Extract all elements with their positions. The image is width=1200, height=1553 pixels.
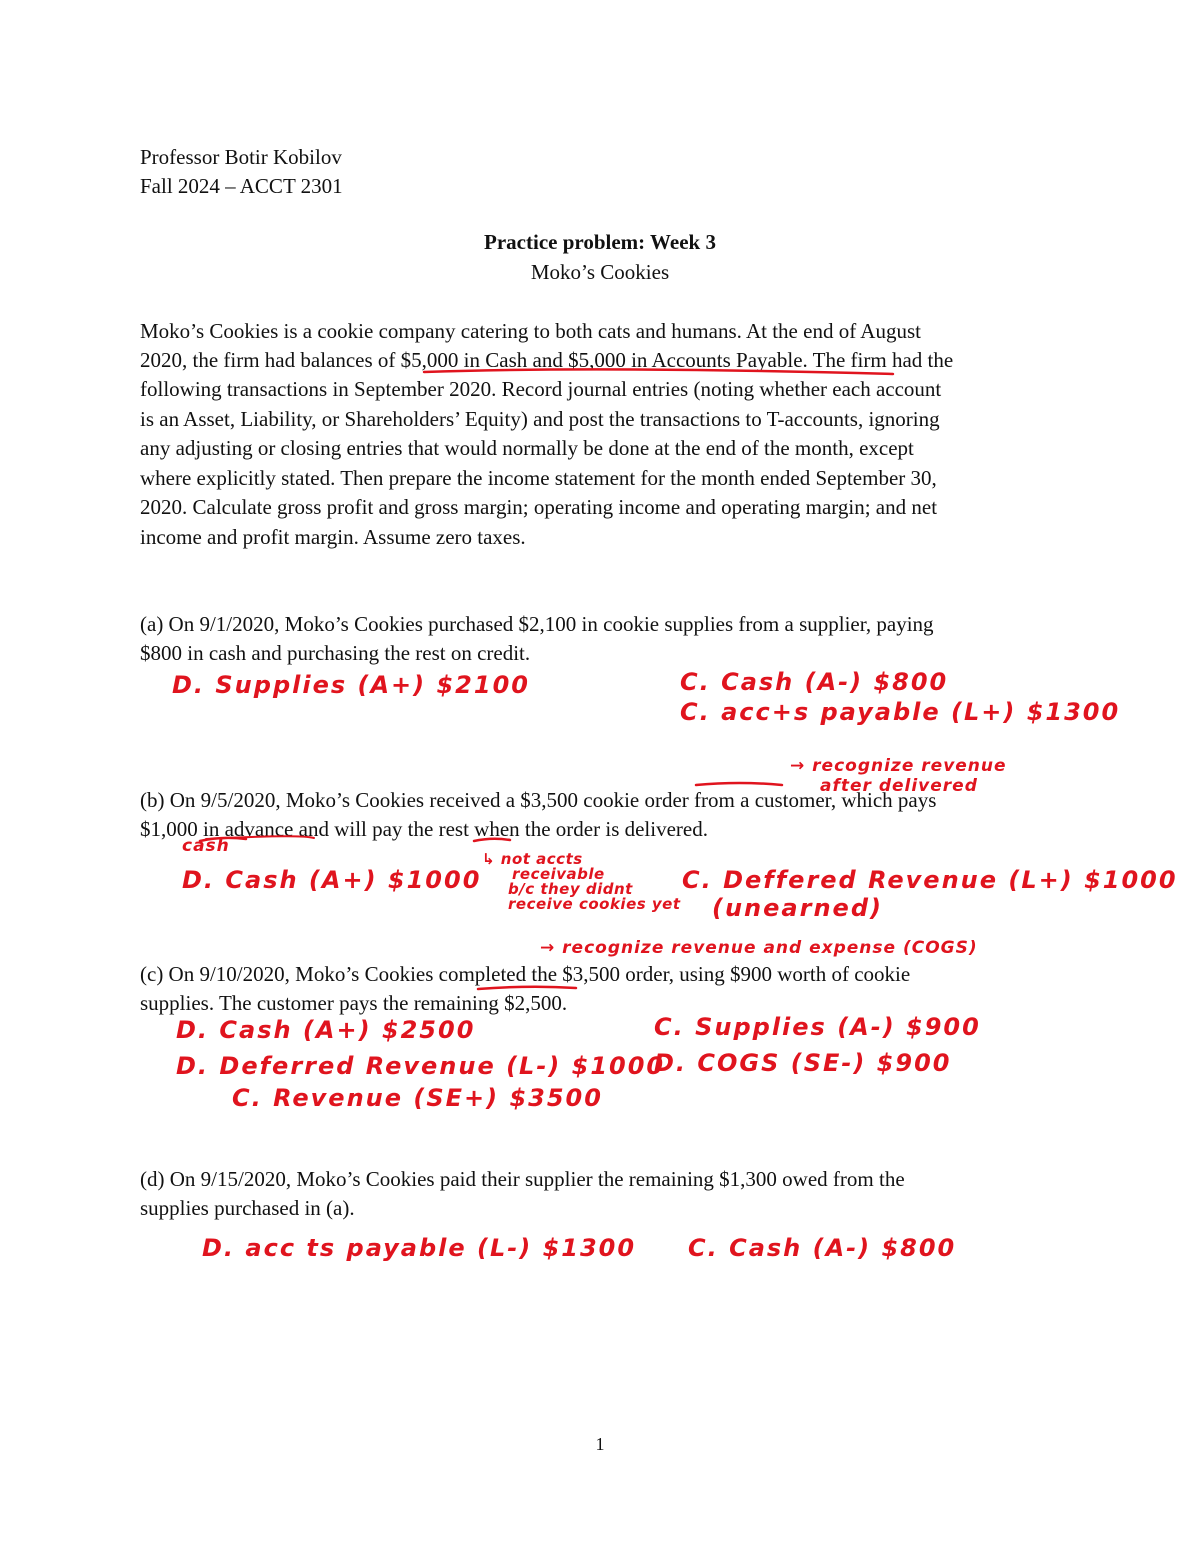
handwritten-debit-entry: D. acc ts payable (L-) $1300	[202, 1234, 637, 1262]
handwritten-credit-entry: C. Cash (A-) $800	[680, 668, 949, 696]
intro-line: any adjusting or closing entries that would normally be done at the end of the month, except	[140, 436, 914, 460]
question-line: (a) On 9/1/2020, Moko’s Cookies purchased $2,100 in cookie supplies from a supplier, paying	[140, 612, 934, 636]
handwritten-debit-entry: D. Cash (A+) $1000	[182, 866, 482, 894]
question-line: $800 in cash and purchasing the rest on credit.	[140, 641, 531, 665]
intro-line: is an Asset, Liability, or Shareholders’ Equity) and post the transactions to T-accounts, ignoring	[140, 407, 940, 431]
intro-line: income and profit margin. Assume zero taxes.	[140, 525, 526, 549]
side-note-line: ↳ not accts	[482, 850, 583, 868]
intro-line: following transactions in September 2020. Record journal entries (noting whether each account	[140, 377, 942, 401]
handwritten-credit-entry: C. Deffered Revenue (L+) $1000	[682, 866, 1178, 894]
underline-mark	[696, 783, 782, 785]
handwritten-debit-entry: D. Deferred Revenue (L-) $1000	[176, 1052, 666, 1080]
side-note-line: receive cookies yet	[508, 895, 681, 913]
question-line: (d) On 9/15/2020, Moko’s Cookies paid their supplier the remaining $1,300 owed from the	[140, 1167, 905, 1191]
question-line: supplies purchased in (a).	[140, 1196, 355, 1220]
handwritten-debit-entry: D. Supplies (A+) $2100	[172, 671, 530, 699]
page-number: 1	[595, 1434, 605, 1454]
handwritten-note: after delivered	[820, 776, 978, 796]
intro-line: Moko’s Cookies is a cookie company catering to both cats and humans. At the end of August	[140, 319, 921, 343]
author-name: Professor Botir Kobilov	[140, 145, 342, 169]
question-line: $1,000 in advance and will pay the rest when the order is delivered.	[140, 817, 708, 841]
handwritten-note: → recognize revenue and expense (COGS)	[540, 938, 978, 958]
handwritten-debit-entry: D. Cash (A+) $2500	[176, 1016, 476, 1044]
intro-line: 2020. Calculate gross profit and gross margin; operating income and operating margin; and net	[140, 495, 938, 519]
handwritten-note: (unearned)	[712, 894, 883, 922]
handwritten-note: cash	[182, 836, 230, 856]
handwritten-note: → recognize revenue	[790, 756, 1007, 776]
handwritten-credit-entry: C. Revenue (SE+) $3500	[232, 1084, 603, 1112]
handwritten-credit-entry: C. acc+s payable (L+) $1300	[680, 698, 1121, 726]
side-note-line: b/c they didnt	[508, 880, 633, 898]
question-line: supplies. The customer pays the remaining $2,500.	[140, 991, 568, 1015]
handwritten-debit-entry: D. COGS (SE-) $900	[654, 1049, 952, 1077]
handwritten-credit-entry: C. Supplies (A-) $900	[654, 1013, 981, 1041]
question-line: (c) On 9/10/2020, Moko’s Cookies completed the $3,500 order, using $900 worth of cookie	[140, 962, 911, 986]
intro-line: 2020, the firm had balances of $5,000 in Cash and $5,000 in Accounts Payable. The firm had the	[140, 348, 954, 372]
side-note-line: receivable	[512, 865, 605, 883]
handwritten-side-note	[482, 850, 681, 913]
question-line: (b) On 9/5/2020, Moko’s Cookies received a $3,500 cookie order from a customer, which pays	[140, 788, 937, 812]
intro-line: where explicitly stated. Then prepare the income statement for the month ended September 30,	[140, 466, 937, 490]
page-title: Practice problem: Week 3	[484, 230, 716, 254]
handwritten-credit-entry: C. Cash (A-) $800	[688, 1234, 957, 1262]
course-label: Fall 2024 – ACCT 2301	[140, 174, 343, 198]
page-subtitle: Moko’s Cookies	[530, 260, 670, 284]
